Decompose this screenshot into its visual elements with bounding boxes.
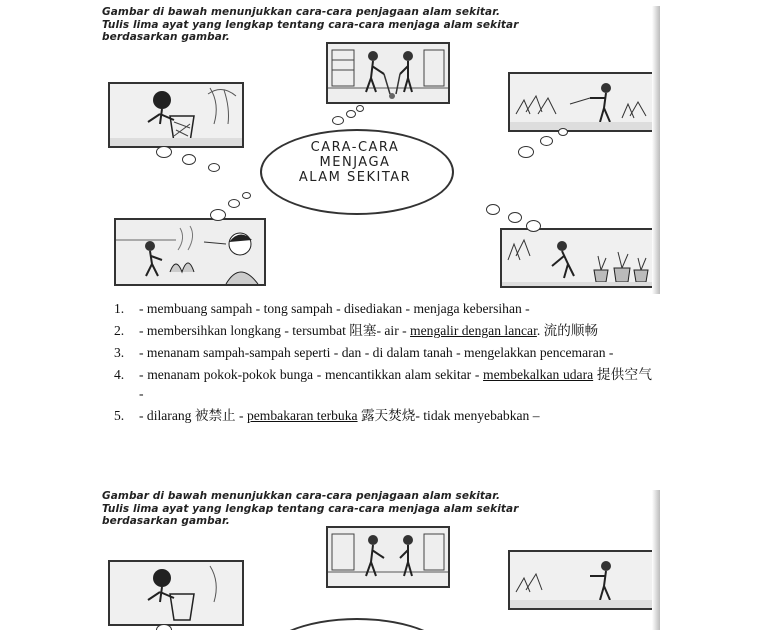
answer-number: 5. — [114, 408, 125, 423]
central-title-line: CARA-CARA — [310, 140, 400, 155]
answer-item — [112, 299, 652, 318]
answer-item — [112, 365, 652, 403]
answer-number: 4. — [114, 367, 125, 382]
instruction-line: Gambar di bawah menunjukkan cara-cara penjagaan alam sekitar. — [102, 6, 501, 18]
answer-list — [112, 299, 652, 428]
answer-text: 提供空气 - — [139, 367, 653, 401]
instruction-line: berdasarkan gambar. — [102, 31, 230, 43]
answer-number: 2. — [114, 323, 125, 338]
instruction-line: berdasarkan gambar. — [102, 515, 230, 527]
answer-item — [112, 406, 652, 425]
central-thought-cloud — [260, 618, 454, 630]
scan-edge-shadow — [652, 490, 660, 630]
instruction-line: Gambar di bawah menunjukkan cara-cara penjagaan alam sekitar. — [102, 490, 501, 502]
rubbish-bin-illustration — [108, 560, 244, 626]
flower-pots-illustration — [500, 228, 656, 288]
planting-illustration — [508, 550, 654, 610]
answer-text: - membersihkan longkang - tersumbat 阻塞- air - — [139, 323, 411, 338]
answer-text: - membuang sampah - tong sampah - disediakan - menjaga kebersihan - — [139, 301, 530, 316]
instruction-line: Tulis lima ayat yang lengkap tentang cara-cara menjaga alam sekitar — [102, 18, 519, 31]
answer-text: - dilarang 被禁止 - — [139, 408, 247, 423]
answer-number: 1. — [114, 301, 125, 316]
answer-item — [112, 343, 652, 362]
answer-text-underlined: pembakaran terbuka — [246, 408, 358, 423]
sweeping-illustration — [326, 42, 450, 104]
open-burning-illustration — [114, 218, 266, 286]
instruction-line: Tulis lima ayat yang lengkap tentang cara-cara menjaga alam sekitar — [102, 502, 519, 515]
answer-text-underlined: membekalkan udara — [483, 367, 594, 382]
central-title-line: MENJAGA — [319, 155, 391, 170]
scan-edge-shadow — [652, 6, 660, 294]
answer-text: - menanam pokok-pokok bunga - mencantikkan alam sekitar - — [139, 367, 484, 382]
answer-item — [112, 321, 652, 340]
answer-text-underlined: mengalir dengan lancar — [410, 323, 537, 338]
answer-text: 露天焚烧- tidak menyebabkan – — [357, 408, 540, 423]
answer-number: 3. — [114, 345, 125, 360]
central-title-line: ALAM SEKITAR — [298, 170, 412, 185]
worksheet-image-top — [100, 6, 660, 294]
answer-text: - menanam sampah-sampah seperti - dan - di dalam tanah - mengelakkan pencemaran - — [139, 345, 614, 360]
sweeping-illustration — [326, 526, 450, 588]
rubbish-bin-illustration — [108, 82, 244, 148]
worksheet-image-bottom — [100, 490, 660, 630]
planting-illustration — [508, 72, 654, 132]
answer-text: . 流的顺畅 — [536, 323, 599, 338]
central-title — [260, 140, 450, 185]
